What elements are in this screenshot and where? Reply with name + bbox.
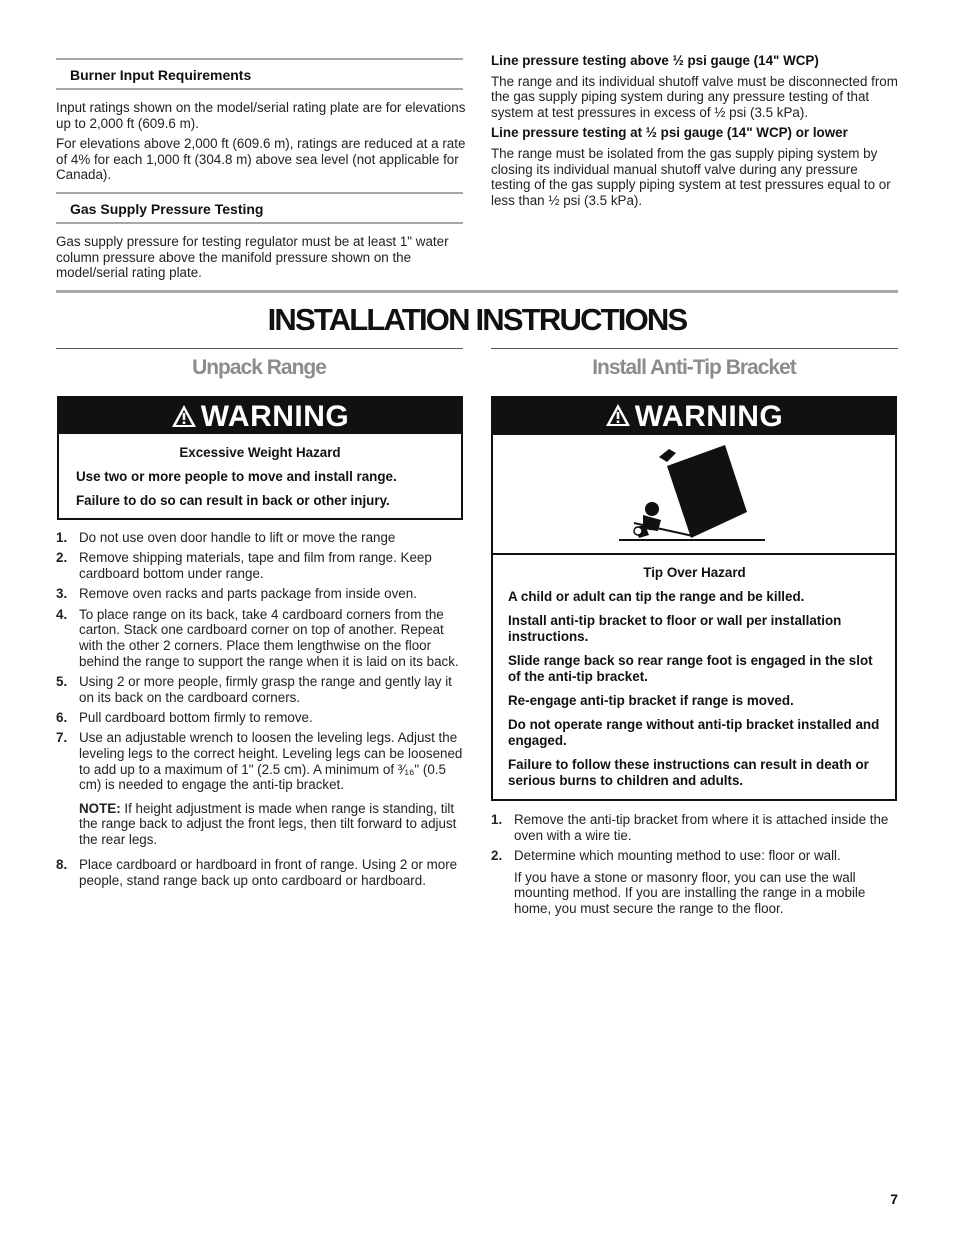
- warning-label: WARNING: [200, 400, 350, 433]
- subheading-above: Line pressure testing above ½ psi gauge (14" WCP): [491, 53, 819, 68]
- warning-line: A child or adult can tip the range and be killed.: [508, 589, 805, 604]
- step-text: To place range on its back, take 4 cardboard corners from the carton. Stack one cardboard corner on top of another. Repeat with the other 2 corners. Place them lengthwise on the floor behind the range to support the range when it is laid on its back.: [79, 606, 459, 669]
- list-item: [56, 730, 466, 847]
- step-number: 4.: [56, 606, 68, 622]
- warning-box-weight: [57, 396, 463, 520]
- anti-tip-heading: Install Anti-Tip Bracket: [592, 356, 796, 379]
- paragraph: The range must be isolated from the gas supply piping system by closing its individual manual shutoff valve during any pressure testing of the gas supply piping system at test pressures equal to or less than ½ psi (3.5 kPa).: [491, 145, 891, 208]
- page-number: 7: [890, 1191, 898, 1207]
- unpack-steps: [56, 530, 466, 893]
- paragraph: Input ratings shown on the model/serial rating plate are for elevations up to 2,000 ft (609.6 m).: [56, 100, 466, 131]
- step-number: 8.: [56, 857, 68, 873]
- step-number: 2.: [491, 847, 503, 863]
- step-text: Remove the anti-tip bracket from where it is attached inside the oven with a wire tie.: [514, 812, 889, 843]
- step-detail: If you have a stone or masonry floor, you can use the wall mounting method. If you are installing the range in a mobile home, you must secure the range to the floor.: [514, 869, 866, 916]
- burner-input-body: [56, 100, 466, 183]
- gas-supply-heading: Gas Supply Pressure Testing: [70, 201, 264, 217]
- step-text: Do not use oven door handle to lift or move the range: [79, 530, 396, 545]
- title-rule: [56, 290, 898, 293]
- line-pressure-section: [491, 53, 899, 208]
- list-item: [491, 812, 899, 843]
- tip-over-illustration: [493, 435, 895, 555]
- subheading-at-or-lower: Line pressure testing at ½ psi gauge (14" WCP) or lower: [491, 125, 848, 141]
- warning-line: Slide range back so rear range foot is engaged in the slot of the anti-tip bracket.: [508, 653, 873, 684]
- step-number: 6.: [56, 709, 68, 725]
- step-text: Using 2 or more people, firmly grasp the range and gently lay it on its back on the cardboard corners.: [79, 673, 452, 705]
- warning-line: Use two or more people to move and install range.: [76, 469, 397, 484]
- note-label: NOTE:: [79, 800, 121, 816]
- section-rule: [56, 222, 463, 224]
- gas-supply-body: [56, 234, 466, 281]
- warning-label: WARNING: [634, 400, 784, 433]
- section-rule: [56, 58, 463, 60]
- note: [79, 801, 466, 848]
- warning-line: Do not operate range without anti-tip bracket installed and engaged.: [508, 717, 880, 748]
- step-number: 3.: [56, 586, 68, 602]
- tip-over-hazard-icon: [493, 435, 895, 553]
- hazard-title: Tip Over Hazard: [643, 565, 746, 580]
- section-rule: [56, 348, 463, 349]
- list-item: [56, 550, 466, 581]
- warning-line: Re-engage anti-tip bracket if range is moved.: [508, 693, 794, 708]
- warning-triangle-icon: [605, 399, 631, 437]
- warning-line: Failure to do so can result in back or other injury.: [76, 493, 390, 508]
- warning-box-tip-over: [491, 396, 897, 801]
- step-number: 5.: [56, 673, 68, 689]
- burner-input-heading: Burner Input Requirements: [70, 67, 252, 83]
- list-item: [56, 710, 466, 726]
- paragraph: The range and its individual shutoff valve must be disconnected from the gas supply piping system during any pressure testing of that system at test pressures in excess of ½ psi (3.5 kPa).: [491, 73, 898, 120]
- section-rule: [491, 348, 898, 349]
- page-title: INSTALLATION INSTRUCTIONS: [267, 302, 687, 337]
- list-item: [56, 530, 466, 546]
- section-rule: [56, 192, 463, 194]
- list-item: [56, 674, 466, 705]
- warning-line: Install anti-tip bracket to floor or wall per installation instructions.: [508, 613, 842, 644]
- step-number: 7.: [56, 730, 68, 746]
- paragraph: Gas supply pressure for testing regulator must be at least 1" water column pressure above the manifold pressure shown on the model/serial rating plate.: [56, 234, 449, 281]
- warning-body: [59, 434, 461, 527]
- list-item: [56, 607, 466, 669]
- warning-triangle-icon: [171, 400, 197, 437]
- unpack-range-heading: Unpack Range: [192, 356, 326, 379]
- step-text: Remove shipping materials, tape and film from range. Keep cardboard bottom under range.: [79, 550, 432, 581]
- anti-tip-steps: [491, 812, 899, 921]
- warning-line: Failure to follow these instructions can result in death or serious burns to children and adults.: [508, 757, 869, 788]
- step-text: Pull cardboard bottom firmly to remove.: [79, 709, 313, 725]
- list-item: [56, 586, 466, 602]
- warning-banner: [493, 398, 895, 435]
- step-number: 2.: [56, 550, 68, 566]
- list-item: [56, 857, 466, 888]
- step-text: Remove oven racks and parts package from inside oven.: [79, 586, 417, 602]
- step-number: 1.: [56, 530, 68, 545]
- step-text: Use an adjustable wrench to loosen the leveling legs. Adjust the leveling legs to the correct height. Leveling legs can be loosened to add up to a maximum of 1" (2.5 cm). A minimum of ³⁄₁₆" (0.5 cm) is needed to engage the anti-tip bracket.: [79, 730, 463, 793]
- step-number: 1.: [491, 812, 503, 827]
- warning-body: [493, 555, 895, 807]
- section-rule: [56, 88, 463, 90]
- hazard-title: Excessive Weight Hazard: [179, 445, 341, 460]
- step-text: Determine which mounting method to use: floor or wall.: [514, 847, 841, 863]
- step-text: Place cardboard or hardboard in front of range. Using 2 or more people, stand range back up onto cardboard or hardboard.: [79, 857, 458, 889]
- note-text: If height adjustment is made when range is standing, tilt the range back to adjust the front legs, then tilt forward to adjust the rear legs.: [79, 800, 457, 847]
- paragraph: For elevations above 2,000 ft (609.6 m), ratings are reduced at a rate of 4% for each 1,000 ft (304.8 m) above sea level (not applicable for Canada).: [56, 136, 466, 183]
- warning-banner: [59, 398, 461, 434]
- list-item: [491, 848, 899, 916]
